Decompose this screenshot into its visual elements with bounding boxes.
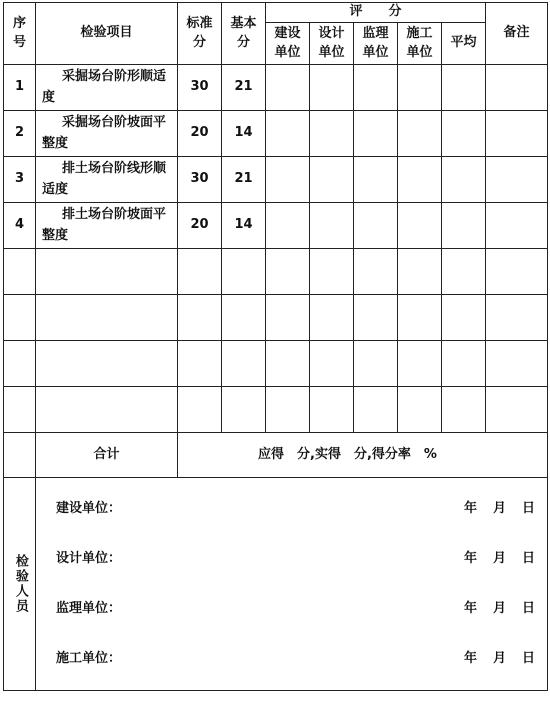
score-cell[interactable]	[310, 65, 354, 111]
score-cell[interactable]	[310, 111, 354, 157]
score-cell[interactable]	[266, 111, 310, 157]
score-cell[interactable]	[398, 203, 442, 249]
inspection-form	[3, 2, 548, 691]
signature-unit: 建设单位：	[56, 500, 122, 516]
header-item: 检验项目	[36, 3, 178, 65]
remark-cell[interactable]	[486, 157, 548, 203]
empty-row	[4, 341, 548, 387]
score-cell[interactable]	[398, 65, 442, 111]
score-cell[interactable]	[354, 157, 398, 203]
score-cell[interactable]	[266, 157, 310, 203]
inspectors-label: 检验人员	[12, 554, 28, 614]
header-score: 评 分	[266, 3, 486, 23]
scoring-table	[3, 2, 548, 691]
score-cell[interactable]	[398, 157, 442, 203]
row-item: 排土场台阶坡面平整度	[36, 203, 178, 249]
score-cell[interactable]	[266, 203, 310, 249]
table-row	[4, 65, 548, 111]
row-standard: 30	[178, 65, 222, 111]
signature-date: 年 月 日	[464, 650, 536, 666]
empty-row	[4, 295, 548, 341]
signature-line[interactable]	[36, 584, 547, 634]
header-average: 平均	[442, 23, 486, 65]
row-standard: 20	[178, 203, 222, 249]
inspectors-section	[4, 478, 548, 691]
row-standard: 30	[178, 157, 222, 203]
row-basic: 21	[222, 157, 266, 203]
signature-date: 年 月 日	[464, 550, 536, 566]
header-standard: 标准分	[178, 3, 222, 65]
header-remark: 备注	[486, 3, 548, 65]
empty-row	[4, 249, 548, 295]
row-seq: 2	[4, 111, 36, 157]
signature-unit: 监理单位：	[56, 600, 122, 616]
score-cell[interactable]	[310, 203, 354, 249]
row-basic: 14	[222, 203, 266, 249]
table-row	[4, 111, 548, 157]
signature-line[interactable]	[36, 634, 547, 684]
total-summary: 应得 分,实得 分,得分率 %	[178, 433, 548, 478]
row-item: 排土场台阶线形顺适度	[36, 157, 178, 203]
signature-unit: 施工单位：	[56, 650, 122, 666]
row-seq: 1	[4, 65, 36, 111]
score-cell[interactable]	[266, 65, 310, 111]
signature-date: 年 月 日	[464, 600, 536, 616]
inspectors-label-cell	[4, 478, 36, 691]
score-cell[interactable]	[354, 111, 398, 157]
average-cell[interactable]	[442, 203, 486, 249]
row-item: 采掘场台阶形顺适度	[36, 65, 178, 111]
signature-date: 年 月 日	[464, 500, 536, 516]
row-basic: 21	[222, 65, 266, 111]
row-seq: 4	[4, 203, 36, 249]
average-cell[interactable]	[442, 65, 486, 111]
signature-line[interactable]	[36, 484, 547, 534]
total-row	[4, 433, 548, 478]
header-unit-supervision: 监理单位	[354, 23, 398, 65]
average-cell[interactable]	[442, 157, 486, 203]
row-basic: 14	[222, 111, 266, 157]
score-cell[interactable]	[354, 65, 398, 111]
table-row	[4, 203, 548, 249]
remark-cell[interactable]	[486, 65, 548, 111]
row-seq: 3	[4, 157, 36, 203]
remark-cell[interactable]	[486, 203, 548, 249]
total-label: 合计	[36, 433, 178, 478]
header-unit-builder: 施工单位	[398, 23, 442, 65]
header-basic: 基本分	[222, 3, 266, 65]
header-unit-design: 设计单位	[310, 23, 354, 65]
signature-unit: 设计单位：	[56, 550, 122, 566]
signature-line[interactable]	[36, 534, 547, 584]
score-cell[interactable]	[354, 203, 398, 249]
remark-cell[interactable]	[486, 111, 548, 157]
empty-row	[4, 387, 548, 433]
header-unit-construction: 建设单位	[266, 23, 310, 65]
table-row	[4, 157, 548, 203]
row-standard: 20	[178, 111, 222, 157]
score-cell[interactable]	[398, 111, 442, 157]
score-cell[interactable]	[310, 157, 354, 203]
average-cell[interactable]	[442, 111, 486, 157]
header-seq: 序号	[4, 3, 36, 65]
row-item: 采掘场台阶坡面平整度	[36, 111, 178, 157]
